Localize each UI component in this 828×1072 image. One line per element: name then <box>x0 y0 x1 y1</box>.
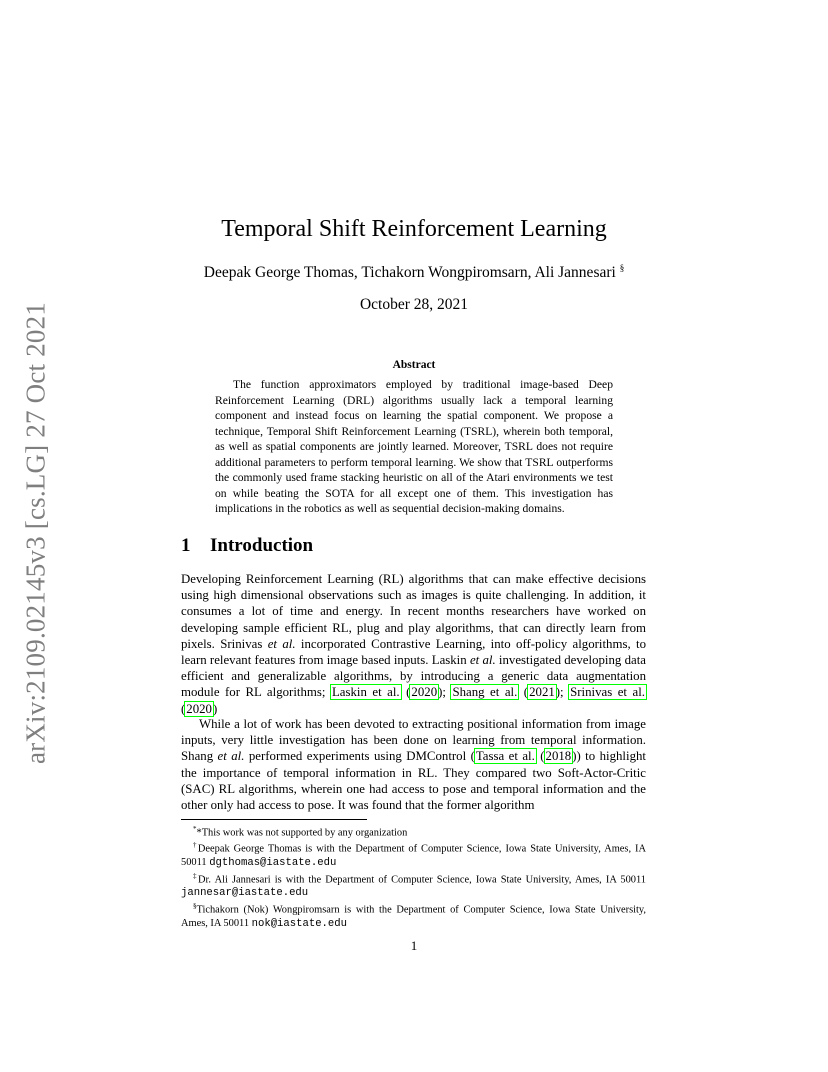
text-run-italic: et al. <box>469 653 496 668</box>
footnote-text: Dr. Ali Jannesari is with the Department of Computer Science, Iowa State University, Ames, IA 50011 <box>198 874 646 886</box>
section-title: Introduction <box>210 535 314 556</box>
text-run: Developing Reinforcement Learning (RL) algorithms that can make effective decisions using high dimensional observations such as images is quite challenging. In addition, it consumes a lot of time and energy. In recent months researchers have worked on developing sample efficient RL, plug and play algorithms, that can directly learn from pixels. Srinivas <box>181 572 646 651</box>
citation-year-srinivas[interactable]: 2020 <box>186 701 212 716</box>
text-run: While a lot of work has been devoted to extracting positional information from image inputs, very little investigation has been done on learning from temporal information. Shang <box>181 717 646 764</box>
text-run: incorporated Contrastive Learning, into off-policy algorithms, to learn relevant features from image based inputs. Laskin <box>181 636 647 668</box>
citation-link-laskin[interactable]: Laskin et al. <box>331 685 400 700</box>
citation-year-laskin[interactable]: 2020 <box>411 685 438 700</box>
footnote-mark: * <box>193 825 197 833</box>
section-number: 1 <box>181 535 191 556</box>
citation-link-shang[interactable]: Shang et al. <box>452 685 518 700</box>
footnote-text: *This work was not supported by any organization <box>196 827 408 839</box>
citation-year-shang[interactable]: 2021 <box>529 685 555 700</box>
footnote-text: Tichakorn (Nok) Wongpiromsarn is with the Department of Computer Science, Iowa State University, Ames, IA 50011 <box>181 904 646 929</box>
page-number: 1 <box>410 938 418 953</box>
footnote-mark: † <box>193 841 198 850</box>
footnote-mark: ‡ <box>193 871 199 880</box>
text-run: performed experiments using DMControl ( <box>244 749 475 764</box>
footnote-1 <box>181 823 646 839</box>
author-footnote-mark: § <box>619 263 625 273</box>
text-run: ) to highlight the importance of temporal information in RL. They compared two Soft-Actor-Critic (SAC) RL algorithms, wherein one had access to pose and temporal information and the other only had access to pose. It was found that the former algorithm <box>181 749 646 813</box>
intro-paragraph-1: Developing Reinforcement Learning (RL) algorithms that can make effective decisions using high dimensional observations such as images is quite challenging. In addition, it consumes a lot of time and energy. In recent months researchers have worked on developing sample efficient RL, plug and play algorithms, that can directly learn from pixels. Srinivas et al. incorporated Contrastive Learning, into off-policy algorithms, to learn relevant features from image based inputs. Laskin et al. investigated developing data efficient and generalizable algorithms, by introducing a generic data augmentation module for RL algorithms; Laskin et al. (2020); Shang et al. (2021); Srinivas et al. (2020) <box>181 572 647 716</box>
email-link[interactable]: jannesar@iastate.edu <box>181 887 309 900</box>
arxiv-identifier-stamp[interactable]: arXiv:2109.02145v3 [cs.LG] 27 Oct 2021 <box>20 301 51 765</box>
citation-link-srinivas[interactable]: Srinivas et al. <box>570 685 645 700</box>
abstract-heading: Abstract <box>392 359 436 371</box>
footnote-separator <box>181 819 367 820</box>
footnote-4 <box>181 900 646 930</box>
footnote-mark: § <box>193 902 197 911</box>
citation-year-tassa[interactable]: 2018 <box>545 749 572 764</box>
text-run-italic: et al. <box>217 749 245 764</box>
text-run: investigated developing data efficient and generalizable algorithms, by introducing a generic data augmentation module for RL algorithms; <box>181 653 646 700</box>
intro-paragraph-2: While a lot of work has been devoted to extracting positional information from image inputs, very little investigation has been done on learning from temporal information. Shang et al. performed experiments using DMControl (Tassa et al. (2018)) to highlight the importance of temporal information in RL. They compared two Soft-Actor-Critic (SAC) RL algorithms, wherein one had access to pose and temporal information and the other only had access to pose. It was found that the former algorithm <box>181 717 646 813</box>
citation-link-tassa[interactable]: Tassa et al. <box>475 749 535 764</box>
abstract-text: The function approximators employed by traditional image-based Deep Reinforcement Learning (DRL) algorithms usually lack a temporal learning component and instead focus on learning the spatial component. We propose a technique, Temporal Shift Reinforcement Learning (TSRL), wherein both temporal, as well as spatial components are jointly learned. Moreover, TSRL does not require additional parameters to perform temporal learning. We show that TSRL outperforms the commonly used frame stacking heuristic on all of the Atari environments we test on while beating the SOTA for all except one of them. This investigation has implications in the robotics as well as sequential decision-making domains. <box>215 378 613 515</box>
text-run-italic: et al. <box>267 636 296 651</box>
paper-date: October 28, 2021 <box>359 296 469 313</box>
paper-title: Temporal Shift Reinforcement Learning <box>221 216 607 242</box>
author-line <box>0 263 828 282</box>
section-heading <box>181 535 313 557</box>
footnote-3 <box>181 870 646 900</box>
footnotes <box>181 823 646 931</box>
footnote-text: Deepak George Thomas is with the Department of Computer Science, Iowa State University, Ames, IA 50011 <box>181 843 647 868</box>
email-link[interactable]: nok@iastate.edu <box>251 917 347 930</box>
email-link[interactable]: dgthomas@iastate.edu <box>209 856 337 869</box>
author-names: Deepak George Thomas, Tichakorn Wongpiromsarn, Ali Jannesari <box>203 264 616 282</box>
footnote-2 <box>181 839 646 869</box>
